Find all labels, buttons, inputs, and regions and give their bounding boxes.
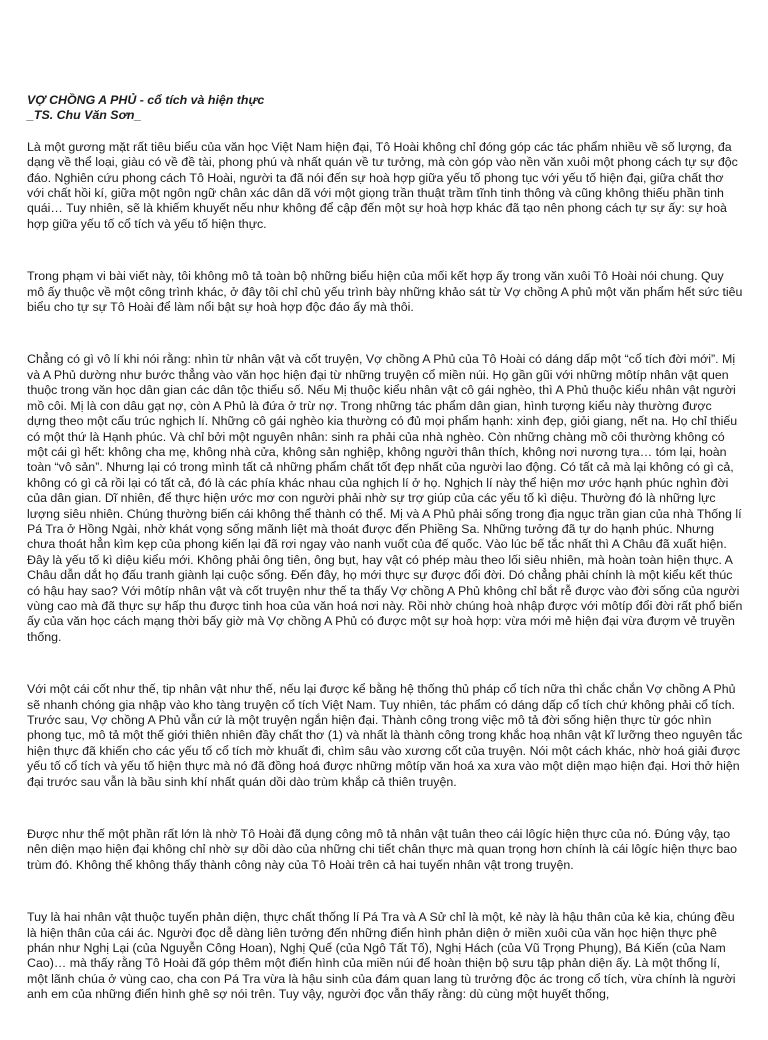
article-title: VỢ CHỒNG A PHỦ - cổ tích và hiện thực xyxy=(27,93,265,107)
paragraph-1: Là một gương mặt rất tiêu biểu của văn học Việt Nam hiện đại, Tô Hoài không chỉ đóng góp các tác phẩm nhiều về số lượng, đa dạng về thể loại, giàu có về đề tài, phong phú và nhất quán về tư tưởng, mà còn góp vào nền văn xuôi một phong cách tự sự độc đáo. Nghiên cứu phong cách Tô Hoài, người ta đã nói đến sự hoà hợp giữa yếu tố phong tục với yếu tố hiện đại, giữa chất thơ với chất hồi kí, giữa một ngôn ngữ chân xác dân dã với một giọng trần thuật trầm tĩnh tinh thông và cũng không thiếu phần tinh quái… Tuy nhiên, sẽ là khiếm khuyết nếu như không để cập đến một sự hoà hợp khác đã tạo nên phong cách tự sự ấy: sự hoà hợp giữa yếu tố cổ tích và yếu tố hiện thực. xyxy=(27,139,738,231)
article-author: _TS. Chu Văn Sơn_ xyxy=(27,108,142,123)
article xyxy=(27,93,743,1040)
paragraph-2: Trong phạm vi bài viết này, tôi không mô tả toàn bộ những biểu hiện của mối kết hợp ấy trong văn xuôi Tô Hoài nói chung. Quy mô ấy thuộc về một công trình khác, ở đây tôi chỉ chủ yếu trình bày những khảo sát từ Vợ chồng A phủ một văn phẩm hết sức tiêu biểu cho tự sự Tô Hoài để làm nổi bật sự hoà hợp độc đáo ấy mà thôi. xyxy=(27,269,743,315)
paragraph-4: Với một cái cốt như thế, tip nhân vật như thế, nếu lại được kể bằng hệ thống thủ pháp cổ tích nữa thì chắc chắn Vợ chồng A Phủ sẽ nhanh chóng gia nhập vào kho tàng truyện cổ tích Việt Nam. Tuy nhiên, tác phẩm có dáng dấp cổ tích chứ không phải cổ tích. Trước sau, Vợ chồng A Phủ vẫn cứ là một truyện ngắn hiện đại. Thành công trong việc mô tả đời sống hiện thực từ góc nhìn phong tục, mô tả một thế giới thiên nhiên đầy chất thơ (1) và nhất là thành công trong khắc hoạ nhân vật kĩ lưỡng theo nguyên tắc hiện thực đã khiến cho các yếu tố cổ tích mờ khuất đi, chìm sâu vào xương cốt của truyện. Nói một cách khác, nhờ hoá giải được yếu tố cổ tích và yếu tố hiện thực mà nó đã đồng hoá được những môtíp văn hoá xa xưa vào một diện mạo hiện đại. Hơi thở hiện đại trước sau vẫn là bầu sinh khí nhất quán dồi dào trùm khắp cả thiên truyện. xyxy=(27,682,743,789)
paragraph-3: Chẳng có gì vô lí khi nói rằng: nhìn từ nhân vật và cốt truyện, Vợ chồng A Phủ của Tô Hoài có dáng dấp một “cổ tích đời mới”. Mị và A Phủ dường như bước thẳng vào văn học hiện đại từ những truyện cổ miền núi. Họ gần gũi với những môtíp nhân vật quen thuộc trong văn học dân gian các dân tộc thiểu số. Nếu Mị thuộc kiểu nhân vật cô gái nghèo, thì A Phủ thuộc kiểu nhân vật người mồ côi. Mị là con dâu gạt nợ, còn A Phủ là đứa ở trừ nợ. Trong những tác phẩm dân gian, hình tượng kiểu này thường được dựng theo một cấu trúc nghịch lí. Những cô gái nghèo kia thường có đủ mọi phẩm hạnh: xinh đẹp, giỏi giang, nết na. Họ chỉ thiếu có một thứ là Hạnh phúc. Và chỉ bởi một nguyên nhân: sinh ra phải của nhà nghèo. Còn những chàng mồ côi thường không có một cái gì hết: không cha mẹ, không nhà cửa, không sản nghiệp, không người thân thích, không nơi nương tựa… tóm lại, hoàn toàn “vô sản”. Nhưng lại có trong mình tất cả những phẩm chất tốt đẹp nhất của người lao động. Có tất cả mà lại không có gì cả, không có gì cả rồi lại có tất cả, đó là các phía khác nhau của nghịch lí ở họ. Nghịch lí này thể hiện mơ ước hạnh phúc nghìn đời của dân gian. Dĩ nhiên, để thực hiện ước mơ con người phải nhờ sự trợ giúp của các yếu tố kì diệu. Thường đó là những lực lượng siêu nhiên. Chúng thường biến cái không thể thành có thể. Mị và A Phủ phải sống trong địa ngục trần gian của nhà Thống lí Pá Tra ở Hồng Ngài, nhờ khát vọng sống mãnh liệt mà thoát được đến Phiềng Sa. Những tưởng đã tự do hạnh phúc. Nhưng chưa thoát hẳn kìm kẹp của phong kiến lại đã rơi ngay vào nanh vuốt của đế quốc. Vào lúc bế tắc nhất thì A Châu đã xuất hiện. Đây là yếu tố kì diệu kiểu mới. Không phải ông tiên, ông bụt, hay vật có phép màu theo lối siêu nhiên, mà hoàn toàn hiện thực. A Châu dẫn dắt họ đấu tranh giành lại cuộc sống. Đến đây, họ mới thực sự được đổi đời. Dó chẳng phải chính là một kiểu kết thúc có hậu hay sao? Với môtíp nhân vật và cốt truyện như thế ta thấy Vợ chồng A Phủ không chỉ bắt rễ được vào đời sống của người vùng cao mà đã thực sự hấp thu được tinh hoa của văn hoá nơi này. Rồi nhờ chúng hoà nhập được với môtíp đổi đời rất phổ biến ấy của văn học cách mạng thời bấy giờ mà Vợ chồng A Phủ có được một sự hoà hợp: vừa mới mẻ hiện đại vừa đượm vẻ truyền thống. xyxy=(27,352,743,644)
paragraph-5: Được như thế một phần rất lớn là nhờ Tô Hoài đã dụng công mô tả nhân vật tuân theo cái lôgíc hiện thực của nó. Đúng vậy, tạo nên diện mạo hiện đại không chỉ nhờ sự dồi dào của những chi tiết chân thực mà quan trọng hơn chính là cái lôgíc hiện thực bao trùm đó. Không thể không thấy thành công này của Tô Hoài trên cả hai tuyến nhân vật trong truyện. xyxy=(27,827,738,872)
paragraph-6: Tuy là hai nhân vật thuộc tuyến phản diện, thực chất thống lí Pá Tra và A Sử chỉ là một, kẻ này là hậu thân của kẻ kia, chúng đều là hiện thân của cái ác. Người đọc dễ dàng liên tưởng đến những điển hình phản diện ở miền xuôi của văn học hiện thực phê phán như Nghị Lại (của Nguyễn Công Hoan), Nghị Quế (của Ngô Tất Tố), Nghị Hách (của Vũ Trọng Phụng), Bá Kiến (của Nam Cao)… mà thấy rằng Tô Hoài đã góp thêm một điển hình của miền núi để hoàn thiện bộ sưu tập phản diện ấy. Là một thống lí, một lãnh chúa ở vùng cao, cha con Pá Tra vừa là hậu sinh của đám quan lang tù trưởng độc ác trong cổ tích, vừa chính là người anh em của những điển hình ghê sợ nói trên. Tuy vậy, người đọc vẫn thấy rằng: dù cùng một huyết thống, xyxy=(27,910,736,1002)
